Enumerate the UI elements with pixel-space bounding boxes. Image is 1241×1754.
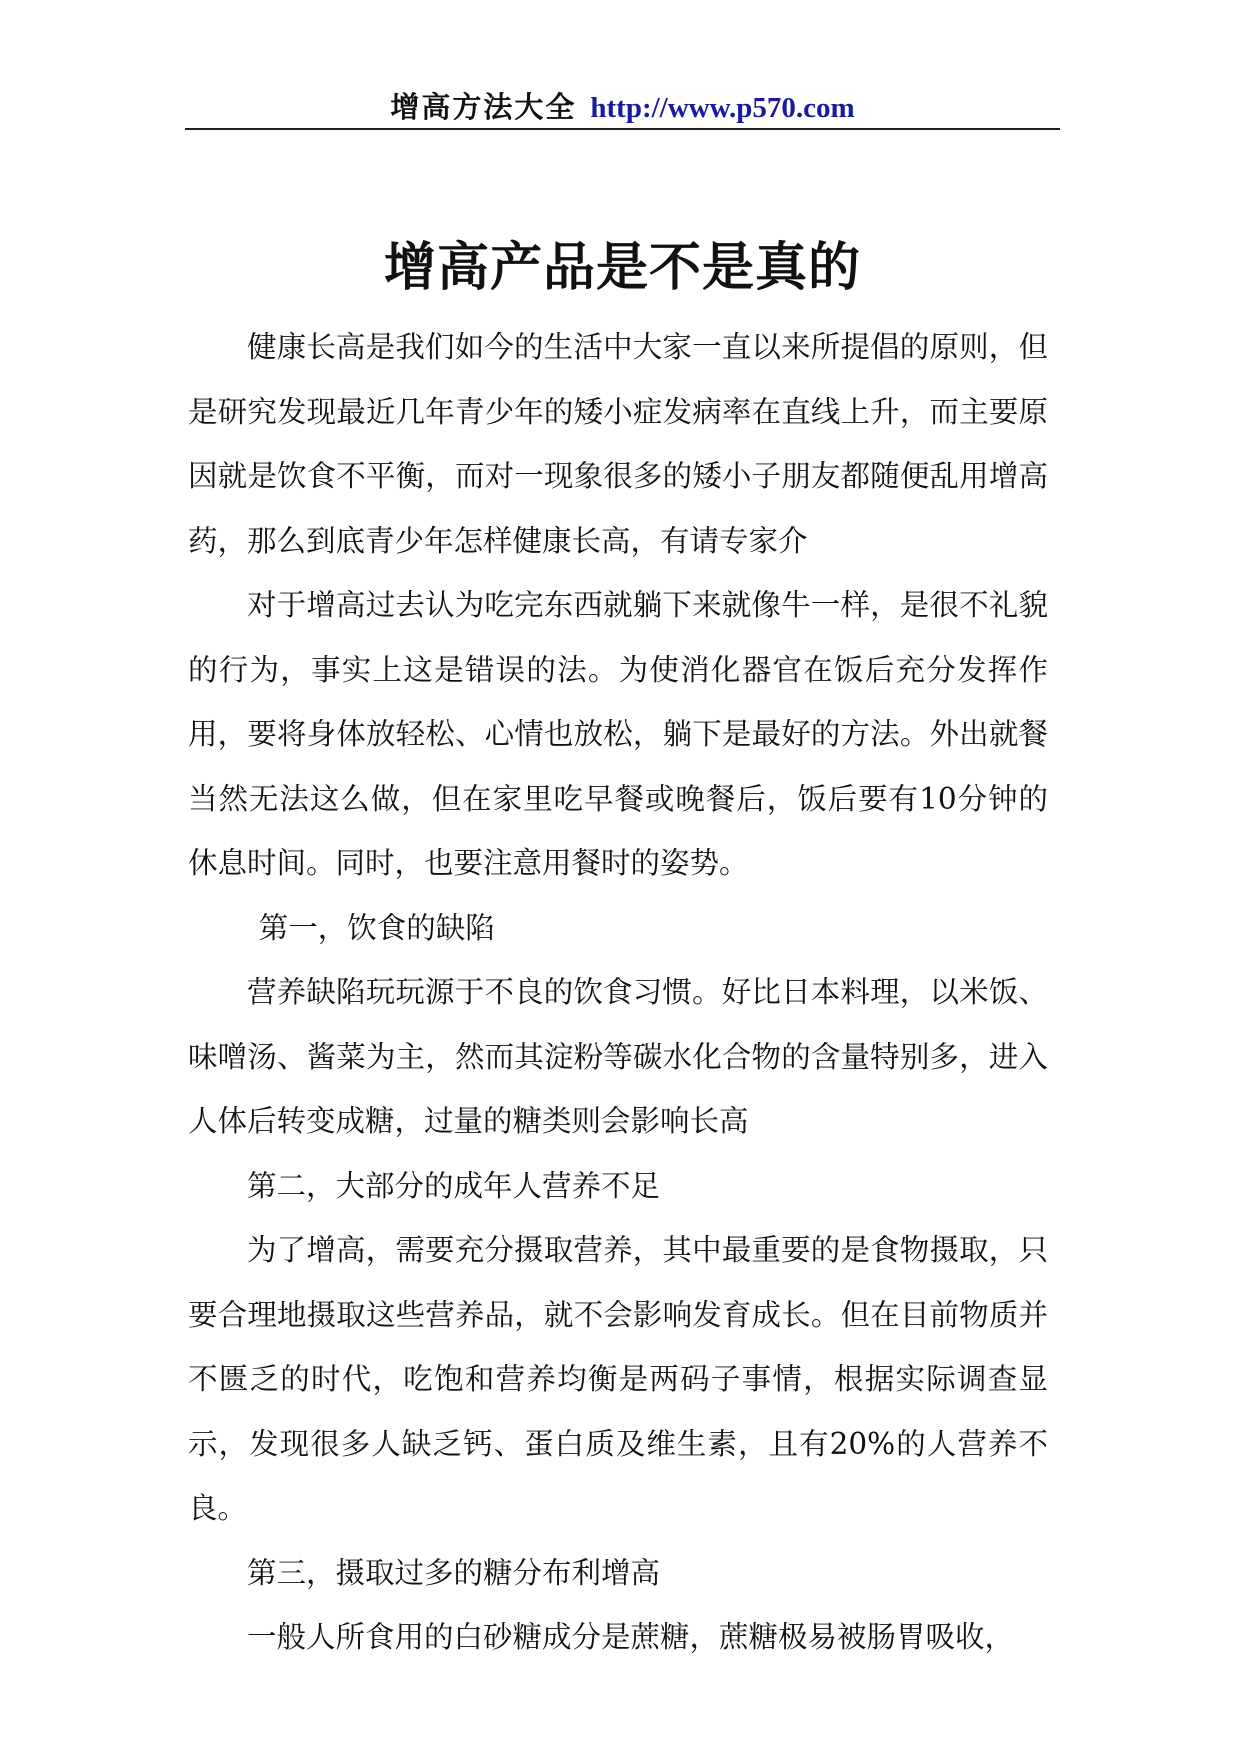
- section-heading-2: 第二，大部分的成年人营养不足: [247, 1168, 661, 1203]
- paragraph-intro: 健康长高是我们如今的生活中大家一直以来所提倡的原则，但是研究发现最近几年青少年的矮小症发病率在直线上升，而主要原因就是饮食不平衡，而对一现象很多的矮小子朋友都随便乱用增高药，那么到底青少年怎样健康长高，有请专家介: [188, 330, 1048, 558]
- paragraph-rest-after-meal: 对于增高过去认为吃完东西就躺下来就像牛一样，是很不礼貌的行为，事实上这是错误的法。为使消化器官在饭后充分发挥作用，要将身体放轻松、心情也放松，躺下是最好的方法。外出就餐当然无法这么做，但在家里吃早餐或晚餐后，饭后要有10分钟的休息时间。同时，也要注意用餐时的姿势。: [188, 588, 1048, 880]
- section-heading-1: 第一，饮食的缺陷: [258, 910, 495, 945]
- article-body: [188, 315, 1048, 1670]
- header-divider: [185, 128, 1060, 130]
- paragraph-nutrition: 为了增高，需要充分摄取营养，其中最重要的是食物摄取，只要合理地摄取这些营养品，就不会影响发育成长。但在目前物质并不匮乏的时代，吃饱和营养均衡是两码子事情，根据实际调查显示，发现很多人缺乏钙、蛋白质及维生素，且有20%的人营养不良。: [188, 1233, 1048, 1525]
- site-name: 增高方法大全: [390, 90, 577, 124]
- section-heading-3: 第三，摄取过多的糖分布利增高: [247, 1555, 661, 1590]
- site-url-link[interactable]: http://www.p570.com: [590, 92, 855, 124]
- paragraph-diet-defect: 营养缺陷玩玩源于不良的饮食习惯。好比日本料理，以米饭、味噌汤、酱菜为主，然而其淀粉等碳水化合物的含量特别多，进入人体后转变成糖，过量的糖类则会影响长高: [188, 975, 1048, 1138]
- article-title: 增高产品是不是真的: [383, 237, 861, 298]
- page-header: [185, 86, 1060, 128]
- paragraph-sugar: 一般人所食用的白砂糖成分是蔗糖，蔗糖极易被肠胃吸收，: [247, 1620, 1015, 1654]
